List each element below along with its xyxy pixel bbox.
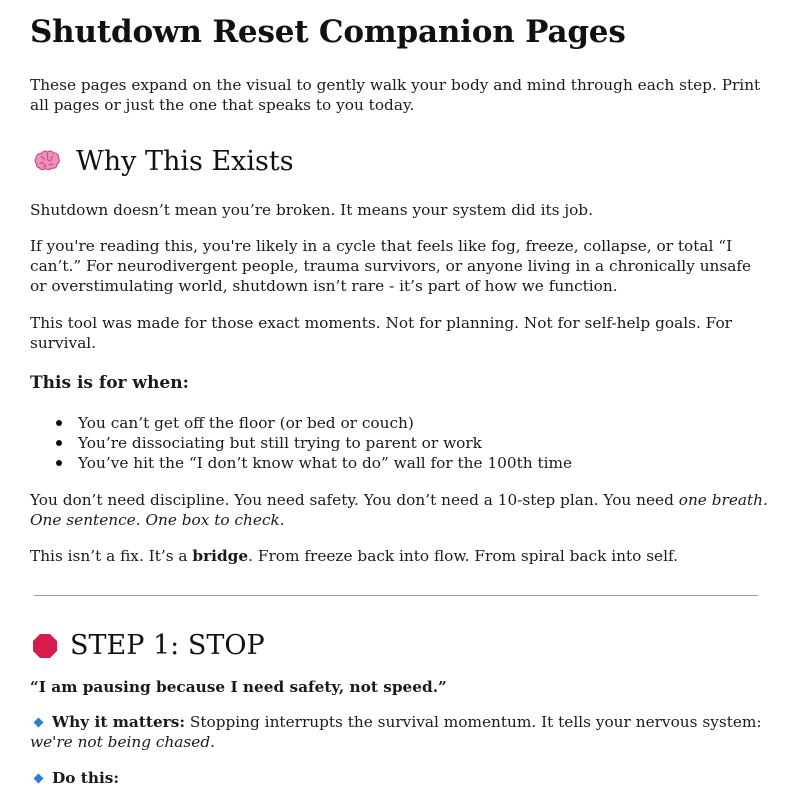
why-paragraph-5-bold: bridge <box>192 547 249 565</box>
step1-why-text: Stopping interrupts the survival momentum. It tells your nervous system: <box>185 713 762 731</box>
why-paragraph-2: If you're reading this, you're likely in a cycle that feels like fog, freeze, collapse, or total “I can’t.” For neurodivergent people, trauma survivors, or anyone living in a chronically unsafe or overstimulating world, shutdown isn’t rare - it’s part of how we function. <box>30 237 752 295</box>
brain-icon <box>32 147 62 177</box>
diamond-bullet-icon <box>34 718 44 728</box>
why-paragraph-4 <box>30 490 770 530</box>
page-title: Shutdown Reset Companion Pages <box>30 14 626 50</box>
why-paragraph-5 <box>30 546 770 566</box>
stop-sign-icon <box>32 633 58 659</box>
step1-why-paragraph <box>30 712 765 752</box>
step1-do-label: Do this: <box>52 769 120 787</box>
step1-quote: “I am pausing because I need safety, not speed.” <box>30 678 447 696</box>
why-paragraph-1: Shutdown doesn’t mean you’re broken. It means your system did its job. <box>30 201 593 219</box>
section-heading-step1 <box>30 630 265 661</box>
why-paragraph-3: This tool was made for those exact moments. Not for planning. Not for self-help goals. For survival. <box>30 314 732 352</box>
when-list <box>30 413 770 473</box>
when-subheading: This is for when: <box>30 373 189 393</box>
list-item: You’re dissociating but still trying to parent or work <box>30 433 770 453</box>
list-item: You’ve hit the “I don’t know what to do” wall for the 100th time <box>30 453 770 473</box>
why-paragraph-5-tail: . From freeze back into flow. From spiral back into self. <box>248 547 678 565</box>
intro-paragraph: These pages expand on the visual to gently walk your body and mind through each step. Print all pages or just the one that speaks to you today. <box>30 76 761 114</box>
why-paragraph-5-lead: This isn’t a fix. It’s a <box>30 547 193 565</box>
why-paragraph-4-emphasis: one breath. One sentence. One box to check. <box>30 491 768 529</box>
step1-why-emphasis: we're not being chased. <box>30 733 215 751</box>
section-divider <box>34 595 758 596</box>
why-paragraph-4-text: You don’t need discipline. You need safety. You don’t need a 10-step plan. You need <box>30 491 679 509</box>
step1-do-paragraph <box>30 768 770 788</box>
list-item: You can’t get off the floor (or bed or couch) <box>30 413 770 433</box>
section-heading-step1-text: STEP 1: STOP <box>70 630 265 661</box>
section-heading-why-text: Why This Exists <box>76 146 294 177</box>
section-heading-why <box>30 146 294 177</box>
step1-why-label: Why it matters: <box>52 713 185 731</box>
